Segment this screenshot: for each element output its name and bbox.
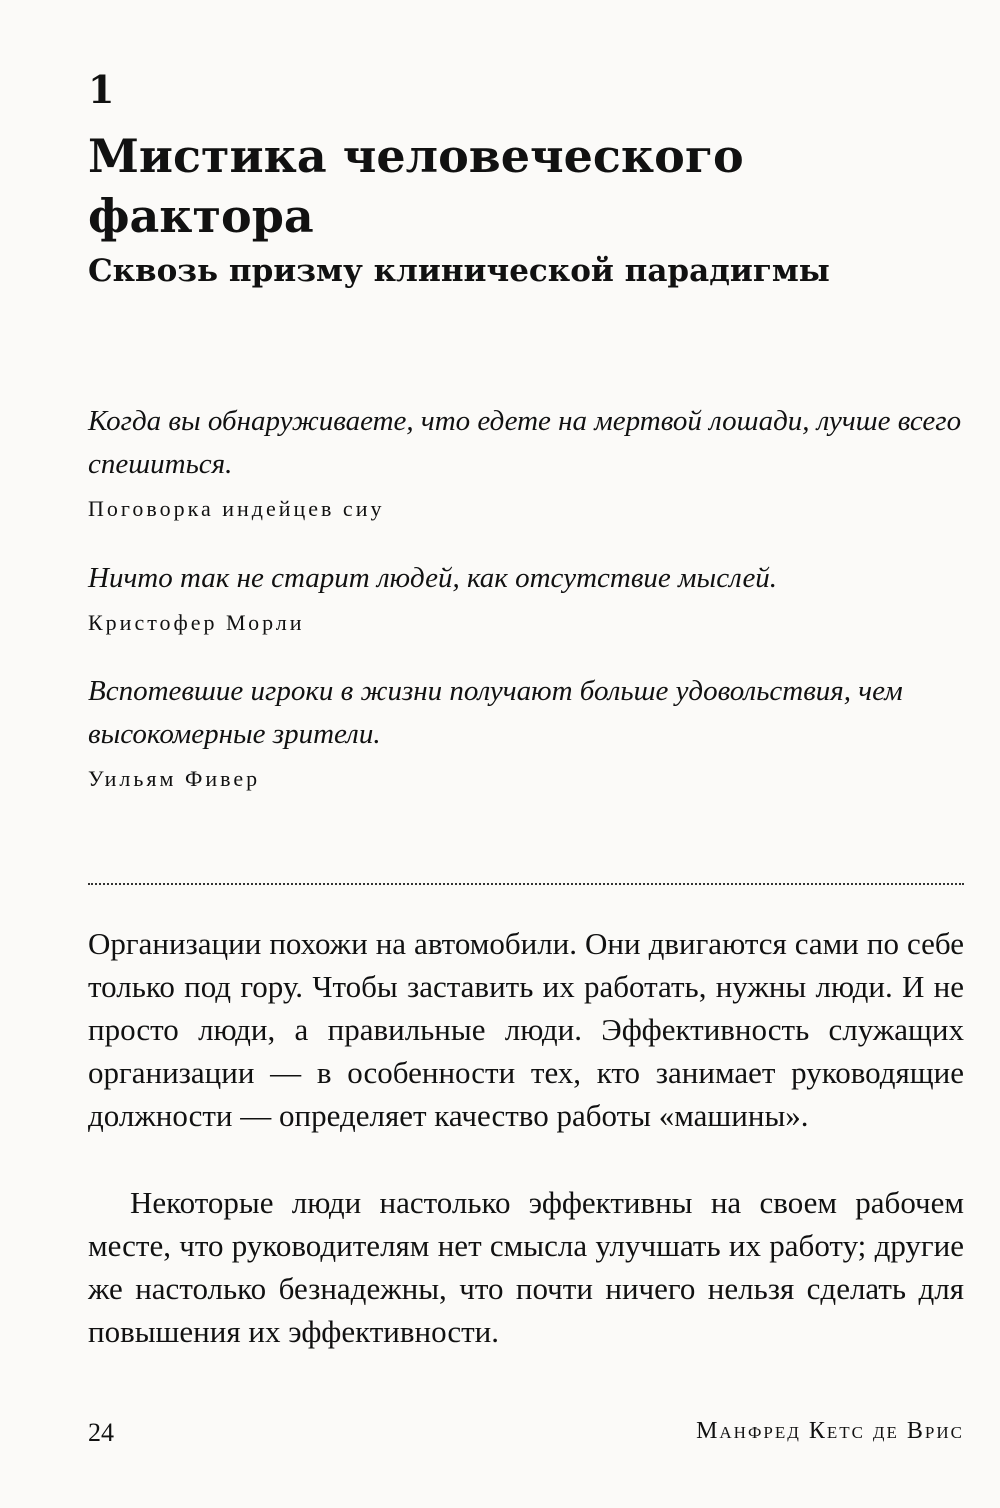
dotted-separator	[88, 883, 964, 885]
epigraph-quote: Вспотевшие игроки в жизни получают больше удовольствия, чем высокомерные зрители.	[88, 675, 903, 750]
page-number: 24	[88, 1418, 114, 1447]
epigraph-author: Поговорка индейцев сиу	[88, 496, 385, 521]
epigraph-author: Кристофер Морли	[88, 610, 305, 635]
body-paragraph: Некоторые люди настолько эффективны на своем рабочем месте, что руководителям нет смысла улучшать их работу; другие же настолько безнадежны, что почти ничего нельзя сделать для повышения их эффективности.	[88, 1185, 964, 1349]
body-paragraph: Организации похожи на автомобили. Они двигаются сами по себе только под гору. Чтобы заставить их работать, нужны люди. И не просто люди, а правильные люди. Эффективность служащих организации — в особенности тех, кто занимает руководящие должности — определяет качество работы «машины».	[88, 926, 964, 1133]
chapter-number: 1	[88, 67, 115, 112]
chapter-subtitle: Сквозь призму клинической парадигмы	[88, 253, 830, 289]
epigraph-quote: Когда вы обнаруживаете, что едете на мертвой лошади, лучше всего спешиться.	[88, 405, 962, 480]
epigraph-author: Уильям Фивер	[88, 766, 261, 791]
chapter-title: Мистика человеческого фактора	[88, 129, 744, 243]
running-head: Манфред Кетс де Врис	[696, 1418, 964, 1444]
epigraph-quote: Ничто так не старит людей, как отсутствие мыслей.	[88, 562, 778, 594]
